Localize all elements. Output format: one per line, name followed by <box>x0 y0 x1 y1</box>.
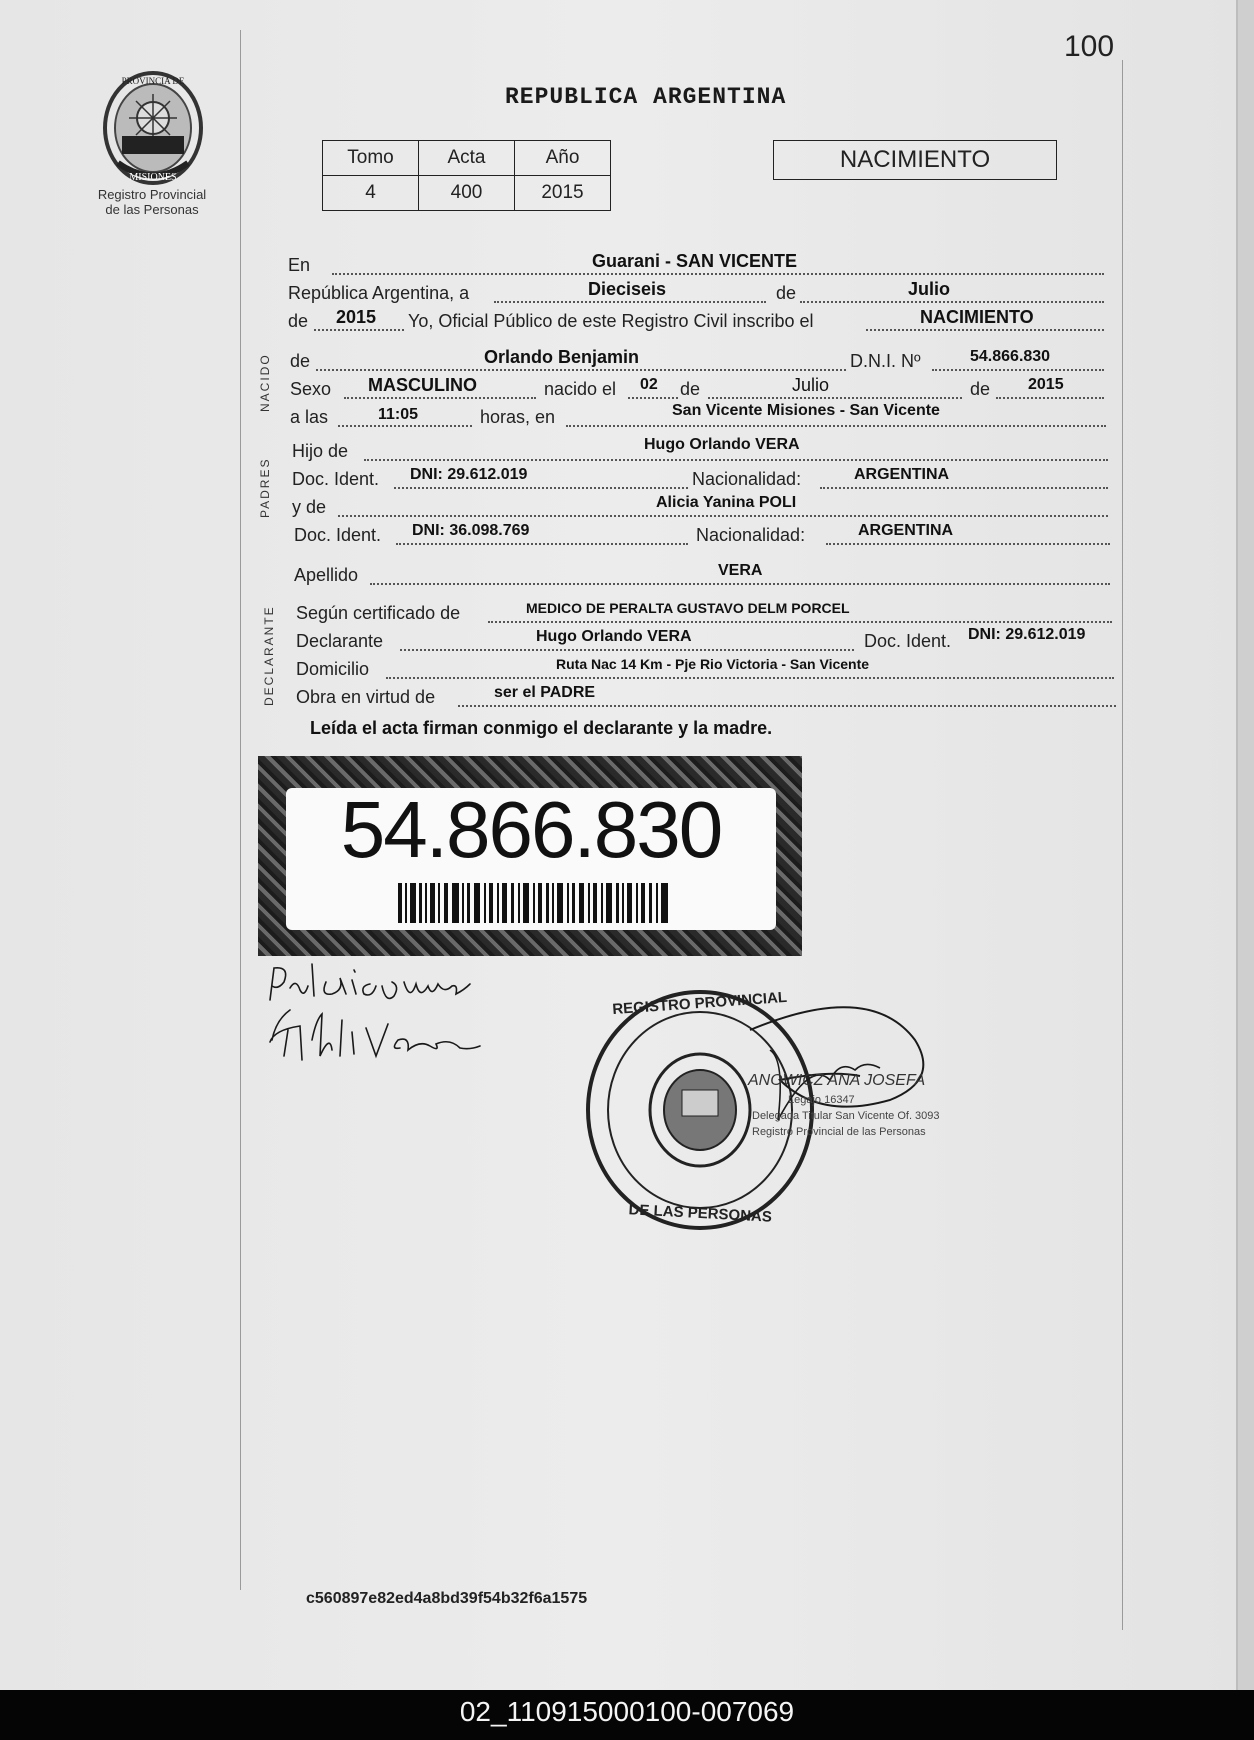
value-acta: 400 <box>419 176 515 211</box>
dotted-line <box>826 543 1110 545</box>
label-de-year: de <box>288 311 309 331</box>
value-mes-nac: Julio <box>792 375 830 395</box>
dotted-line <box>628 397 678 399</box>
value-domicilio: Ruta Nac 14 Km - Pje Rio Victoria - San Vicente <box>556 656 870 672</box>
row-certificado <box>0 600 1254 626</box>
official-name: ANOWICZ ANA JOSEFA <box>748 1072 926 1089</box>
row-apellido <box>0 562 1254 588</box>
registry-line-1: Registro Provincial <box>97 187 207 202</box>
label-de-nombre: de <box>290 351 311 371</box>
dotted-line <box>332 273 1104 275</box>
dotted-line <box>394 487 688 489</box>
country-title: REPUBLICA ARGENTINA <box>505 84 787 110</box>
value-certificado: MEDICO DE PERALTA GUSTAVO DELM PORCEL <box>526 600 850 616</box>
record-type-box: NACIMIENTO <box>773 140 1057 180</box>
label-hijo-de: Hijo de <box>292 441 349 461</box>
value-anio: 2015 <box>336 307 377 327</box>
barcode-label <box>286 785 776 930</box>
dotted-line <box>314 329 404 331</box>
dotted-line <box>866 329 1104 331</box>
official-seal <box>570 960 970 1240</box>
official-registro: Registro Provincial de las Personas <box>752 1126 926 1138</box>
value-hora: 11:05 <box>378 406 419 423</box>
label-domicilio: Domicilio <box>296 659 370 679</box>
dotted-line <box>338 425 472 427</box>
document-hash: c560897e82ed4a8bd39f54b32f6a1575 <box>306 1590 588 1607</box>
value-padre-doc: DNI: 29.612.019 <box>410 466 528 483</box>
section-label-declarante: DECLARANTE <box>262 605 276 706</box>
svg-text:DE LAS PERSONAS: DE LAS PERSONAS <box>628 1201 773 1226</box>
dotted-line <box>458 705 1116 707</box>
label-republica-a: República Argentina, a <box>288 283 470 303</box>
label-de: de <box>776 283 797 303</box>
label-horas-en: horas, en <box>480 407 556 427</box>
section-label-padres: PADRES <box>258 457 272 518</box>
dotted-line <box>708 397 962 399</box>
value-apellido: VERA <box>718 562 763 579</box>
dotted-line <box>800 301 1104 303</box>
value-anio: 2015 <box>515 176 611 211</box>
svg-text:MISIONES: MISIONES <box>129 172 177 183</box>
dotted-line <box>396 543 688 545</box>
value-madre-doc: DNI: 36.098.769 <box>412 522 530 539</box>
row-padre-doc <box>0 466 1254 492</box>
value-declarante-doc: DNI: 29.612.019 <box>968 626 1086 643</box>
row-padre <box>0 438 1254 464</box>
row-domicilio <box>0 656 1254 682</box>
official-cargo: Delegada Titular San Vicente Of. 3093 <box>752 1110 940 1122</box>
label-dni-no: D.N.I. Nº <box>850 351 921 371</box>
header-acta: Acta <box>419 141 515 176</box>
value-madre: Alicia Yanina POLI <box>656 494 797 511</box>
barcode-number: 54.866.830 <box>340 785 722 874</box>
row-lugar <box>0 252 1254 278</box>
label-nacionalidad: Nacionalidad: <box>692 469 802 489</box>
value-sexo: MASCULINO <box>368 375 477 395</box>
label-doc-ident: Doc. Ident. <box>292 469 380 489</box>
svg-text:REGISTRO PROVINCIAL: REGISTRO PROVINCIAL <box>611 988 788 1019</box>
label-inscribo: Yo, Oficial Público de este Registro Civil inscribo el <box>408 311 814 331</box>
section-label-nacido: NACIDO <box>258 353 272 412</box>
value-nombre: Orlando Benjamin <box>484 347 640 367</box>
label-obra-virtud: Obra en virtud de <box>296 687 436 707</box>
closing-statement: Leída el acta firman conmigo el declarante y la madre. <box>310 718 773 738</box>
value-padre-nac: ARGENTINA <box>854 466 950 483</box>
label-en: En <box>288 255 311 275</box>
row-fecha-inscripcion <box>0 280 1254 306</box>
value-padre: Hugo Orlando VERA <box>644 436 800 453</box>
label-doc-ident3: Doc. Ident. <box>864 631 952 651</box>
row-anio-acto <box>0 308 1254 334</box>
dotted-line <box>820 487 1108 489</box>
value-dni: 54.866.830 <box>970 348 1051 365</box>
value-lugar-nac: San Vicente Misiones - San Vicente <box>672 402 940 419</box>
label-sexo: Sexo <box>290 379 332 399</box>
row-madre-doc <box>0 522 1254 548</box>
registry-label <box>82 187 222 217</box>
footer-file-id: 02_110915000100-007069 <box>459 1696 795 1727</box>
value-dia-letras: Dieciseis <box>588 279 667 299</box>
registry-line-2: de las Personas <box>105 202 199 217</box>
label-a-las: a las <box>290 407 329 427</box>
header-anio: Año <box>515 141 611 176</box>
provincial-crest-logo <box>98 68 208 188</box>
dotted-line <box>488 621 1112 623</box>
row-hora-lugar <box>0 404 1254 430</box>
page-number: 100 <box>1064 30 1115 63</box>
dni-barcode-sticker <box>258 756 802 956</box>
label-y-de: y de <box>292 497 327 517</box>
mother-signature <box>260 960 560 1080</box>
label-apellido: Apellido <box>294 565 359 585</box>
value-dia-nac: 02 <box>640 376 658 393</box>
dotted-line <box>338 515 1108 517</box>
value-madre-nac: ARGENTINA <box>858 522 954 539</box>
dotted-line <box>370 583 1110 585</box>
dotted-line <box>566 425 1106 427</box>
value-acto: NACIMIENTO <box>920 307 1034 327</box>
dotted-line <box>494 301 766 303</box>
value-declarante: Hugo Orlando VERA <box>536 628 692 645</box>
dotted-line <box>364 459 1108 461</box>
official-legajo: Legajo 16347 <box>788 1094 855 1106</box>
row-obra <box>0 684 1254 710</box>
dotted-line <box>344 397 536 399</box>
value-tomo: 4 <box>323 176 419 211</box>
svg-text:PROVINCIA DE: PROVINCIA DE <box>121 76 185 86</box>
barcode-bars <box>398 883 668 923</box>
label-doc-ident2: Doc. Ident. <box>294 525 382 545</box>
label-declarante: Declarante <box>296 631 384 651</box>
dotted-line <box>316 369 846 371</box>
value-lugar: Guarani - SAN VICENTE <box>592 251 798 271</box>
value-obra: ser el PADRE <box>494 684 596 701</box>
record-table <box>322 140 611 211</box>
row-sexo <box>0 376 1254 402</box>
row-declarante <box>0 628 1254 654</box>
dotted-line <box>386 677 1114 679</box>
row-nombre <box>0 348 1254 374</box>
dotted-line <box>400 649 854 651</box>
label-nacido-el: nacido el <box>544 379 617 399</box>
label-de2: de <box>680 379 701 399</box>
value-mes: Julio <box>908 279 951 299</box>
label-segun-certificado: Según certificado de <box>296 603 461 623</box>
row-madre <box>0 494 1254 520</box>
label-de3: de <box>970 379 991 399</box>
dotted-line <box>932 369 1104 371</box>
label-nacionalidad2: Nacionalidad: <box>696 525 806 545</box>
value-anio-nac: 2015 <box>1028 376 1064 393</box>
dotted-line <box>996 397 1104 399</box>
header-tomo: Tomo <box>323 141 419 176</box>
